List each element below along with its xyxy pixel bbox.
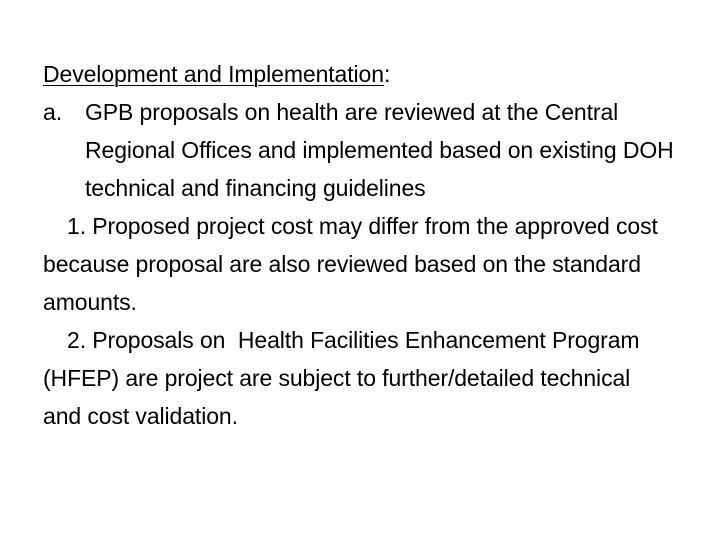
list-item-a-marker: a.: [43, 99, 62, 125]
section-heading: [43, 55, 693, 93]
section-heading-text: Development and Implementation: [43, 61, 384, 87]
sub-item-1: 1. Proposed project cost may differ from the approved cost because proposal are also reviewed based on the standard amounts.: [43, 213, 658, 315]
sub-item-2: 2. Proposals on Health Facilities Enhancement Program (HFEP) are project are subject to further/detailed technical and cost validation.: [43, 327, 646, 429]
list-item-a-text: GPB proposals on health are reviewed at the Central Regional Offices and implemented based on existing DOH technical and financing guidelines: [85, 99, 674, 201]
list-item-a: [43, 93, 693, 207]
section-heading-colon: :: [383, 61, 391, 87]
slide-body: [43, 55, 693, 435]
